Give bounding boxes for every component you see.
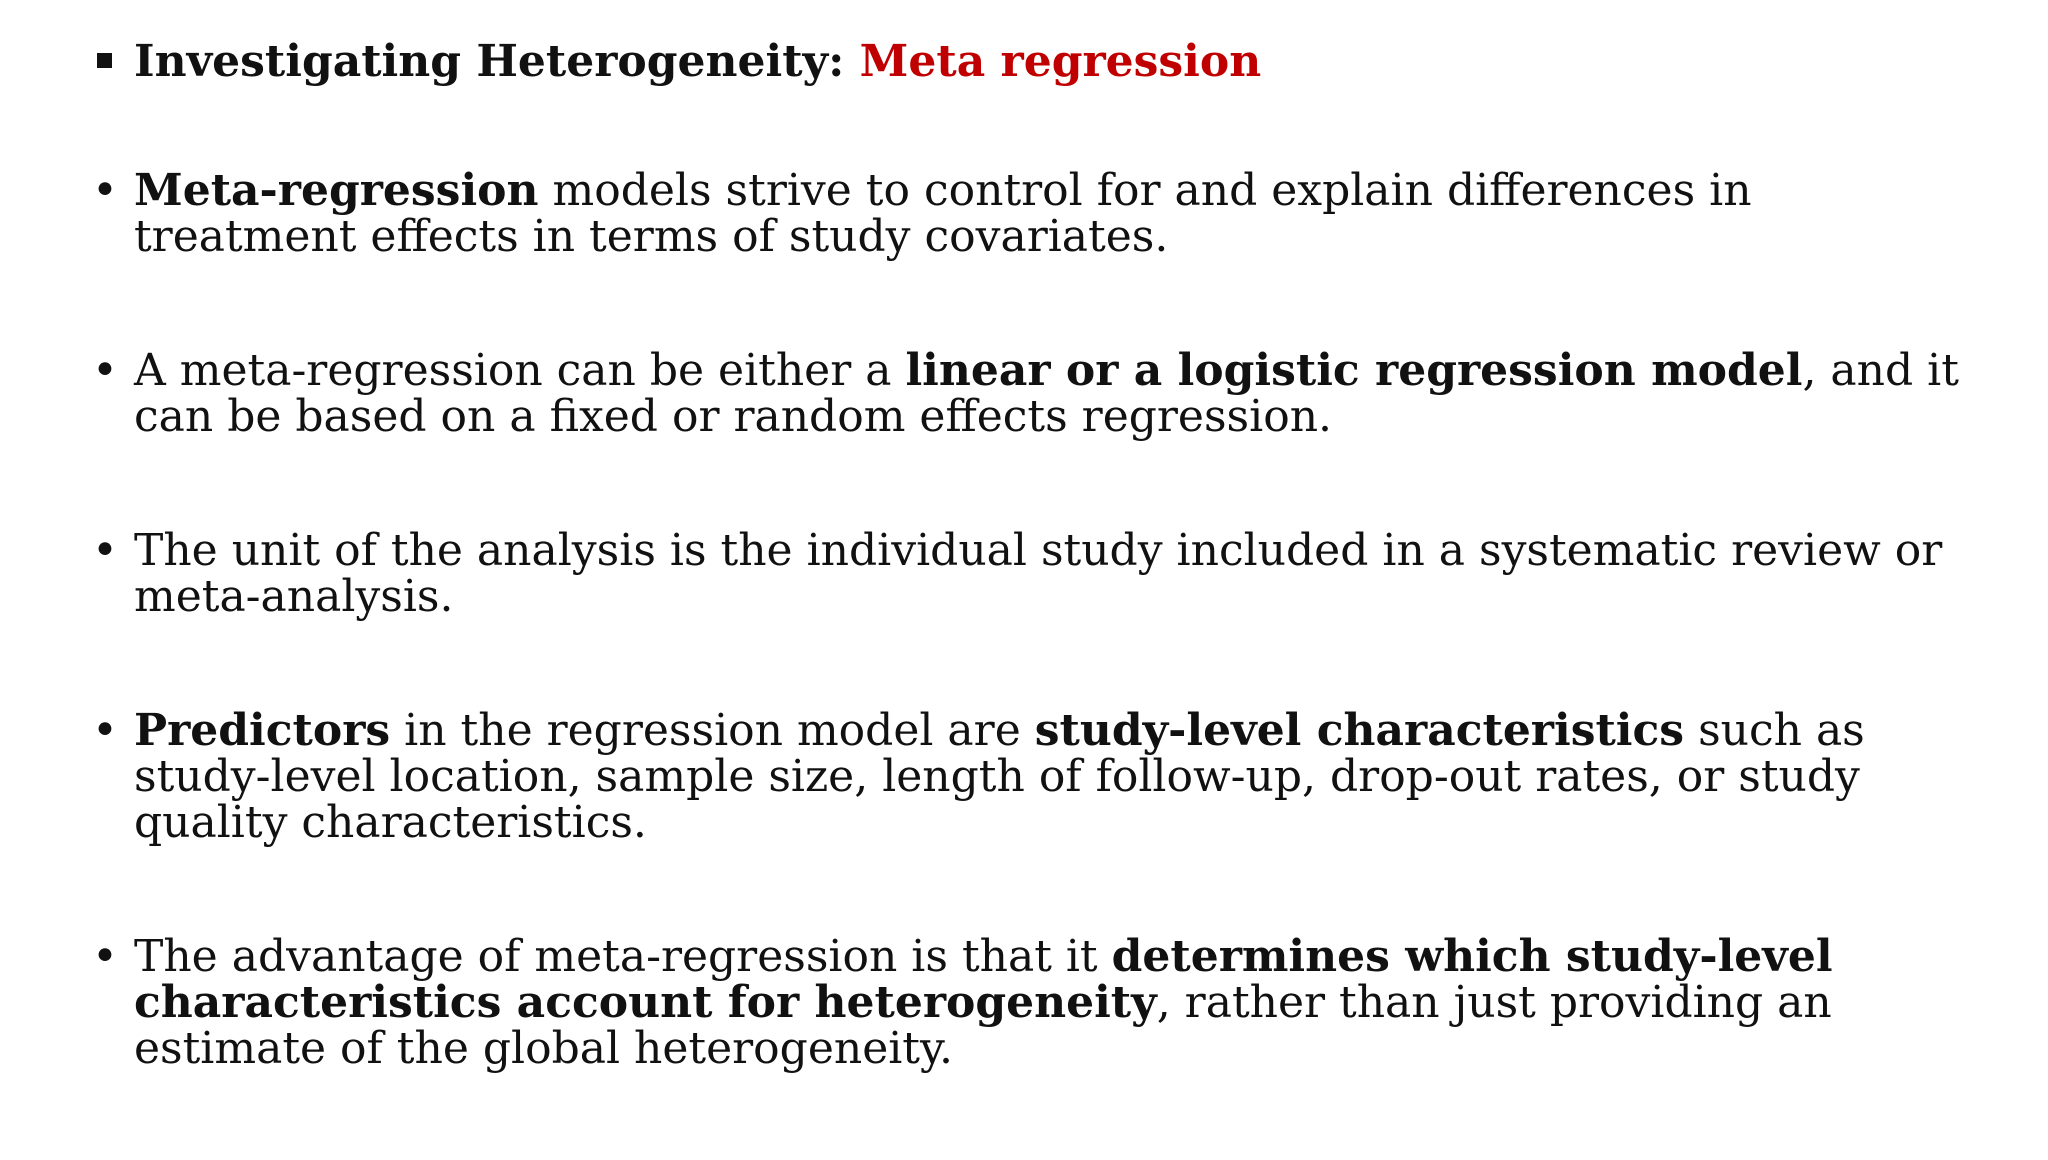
bullet-text: , rather than just providing an estimate of the global heterogeneity. [134, 977, 1832, 1074]
bullet-text: The unit of the analysis is the individual study included in a systematic review or meta-analysis. [134, 525, 1943, 622]
bullet-item-meta-regression-definition [90, 165, 1970, 262]
bullet-dot-icon: • [92, 705, 118, 756]
bullet-bold-text: study-level characteristics [1034, 705, 1685, 756]
bullet-text: models strive to control for and explain differences in treatment effects in terms of study covariates. [134, 165, 1752, 262]
bullet-item-advantage [90, 931, 1970, 1074]
bullet-dot-icon: • [92, 931, 118, 982]
bullet-dot-icon: • [92, 525, 118, 576]
bullet-dot-icon: • [92, 345, 118, 396]
bullet-text: A meta-regression can be either a [134, 345, 906, 396]
bullet-bold-text: Predictors [134, 705, 391, 756]
bullet-item-unit-of-analysis [90, 525, 1970, 622]
bullet-bold-text: determines which study-level characteristics account for heterogeneity [134, 931, 1833, 1028]
bullet-item-predictors [90, 705, 1970, 848]
bullet-bold-text: linear or a logistic regression model [905, 345, 1803, 396]
bullet-bold-text: Meta-regression [134, 165, 539, 216]
bullet-item-model-types [90, 345, 1970, 442]
bullet-text: in the regression model are [390, 705, 1035, 756]
bullet-text: , and it can be based on a fixed or random effects regression. [134, 345, 1959, 442]
heading-highlight: Meta regression [859, 36, 1262, 87]
bullet-list [90, 165, 1970, 1160]
bullet-text: The advantage of meta-regression is that it [134, 931, 1112, 982]
bullet-text: such as study-level location, sample size, length of follow-up, drop-out rates, or study quality characteristics. [134, 705, 1865, 848]
bullet-dot-icon: • [92, 165, 118, 216]
square-bullet-icon [97, 53, 112, 68]
slide-heading [97, 36, 1261, 88]
heading-label: Investigating Heterogeneity: [134, 36, 845, 87]
